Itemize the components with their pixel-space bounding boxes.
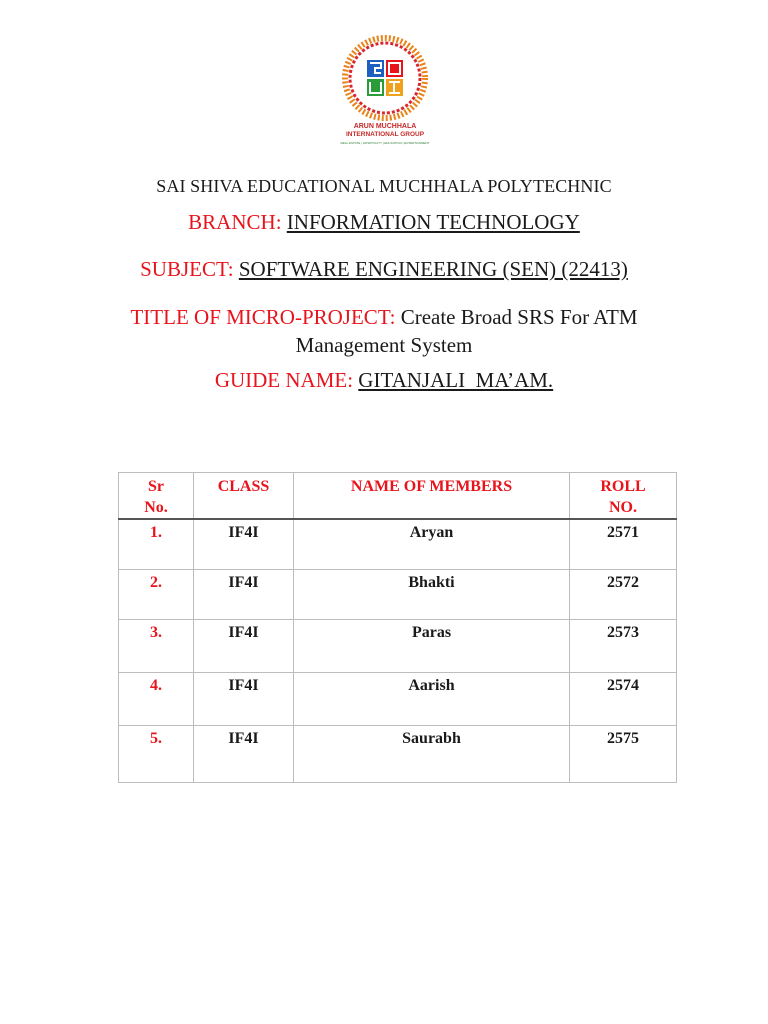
title-value-line1: Create Broad SRS For ATM — [400, 305, 638, 329]
subject-line — [0, 257, 768, 282]
cell-class: IF4I — [194, 726, 294, 783]
members-table — [118, 472, 677, 783]
cell-sr: 1. — [119, 519, 194, 570]
logo-line2: INTERNATIONAL GROUP — [345, 131, 425, 138]
guide-line — [0, 368, 768, 393]
header-class: CLASS — [194, 473, 294, 520]
group-logo-graphic — [337, 34, 433, 146]
guide-label: GUIDE NAME: — [214, 368, 354, 392]
cell-sr: 5. — [119, 726, 194, 783]
logo-line1: ARUN MUCHHALA — [353, 123, 417, 130]
table-row — [119, 726, 677, 783]
cell-name: Bhakti — [294, 570, 570, 620]
cell-class: IF4I — [194, 673, 294, 726]
cell-name: Paras — [294, 620, 570, 673]
institute-name: SAI SHIVA EDUCATIONAL MUCHHALA POLYTECHNIC — [156, 176, 612, 196]
table-row — [119, 620, 677, 673]
cell-sr: 3. — [119, 620, 194, 673]
branch-value: INFORMATION TECHNOLOGY — [286, 210, 580, 234]
cell-roll: 2574 — [570, 673, 677, 726]
cell-sr: 4. — [119, 673, 194, 726]
header-sr-line1: Sr — [148, 478, 164, 495]
title-label: TITLE OF MICRO-PROJECT: — [130, 305, 396, 329]
cell-class: IF4I — [194, 570, 294, 620]
cell-roll: 2571 — [570, 519, 677, 570]
header-sr-no — [119, 473, 194, 520]
cell-name: Saurabh — [294, 726, 570, 783]
cell-roll: 2573 — [570, 620, 677, 673]
subject-value: SOFTWARE ENGINEERING (SEN) (22413) — [238, 257, 628, 281]
subject-label: SUBJECT: — [140, 257, 234, 281]
cell-name: Aryan — [294, 519, 570, 570]
group-logo — [337, 34, 433, 146]
header-roll-line2: NO. — [609, 499, 637, 516]
table-header-row — [119, 473, 677, 520]
header-roll-no — [570, 473, 677, 520]
branch-line — [0, 210, 768, 235]
table-row — [119, 570, 677, 620]
table-row — [119, 673, 677, 726]
guide-value: GITANJALI MA’AM. — [358, 368, 554, 392]
header-name-of-members: NAME OF MEMBERS — [294, 473, 570, 520]
logo-sunburst — [345, 38, 425, 118]
branch-label: BRANCH: — [188, 210, 282, 234]
header-roll-line1: ROLL — [600, 478, 646, 495]
table-row — [119, 519, 677, 570]
cell-name: Aarish — [294, 673, 570, 726]
cell-class: IF4I — [194, 519, 294, 570]
cell-sr: 2. — [119, 570, 194, 620]
title-line — [0, 305, 768, 330]
logo-tagline: REAL ESTATE | HOSPITALITY | EDUCATION | ENTERTAINMENT — [340, 141, 430, 145]
cell-roll: 2572 — [570, 570, 677, 620]
cell-roll: 2575 — [570, 726, 677, 783]
header-sr-line2: No. — [144, 499, 168, 516]
cell-class: IF4I — [194, 620, 294, 673]
title-value-line2: Management System — [295, 333, 473, 357]
